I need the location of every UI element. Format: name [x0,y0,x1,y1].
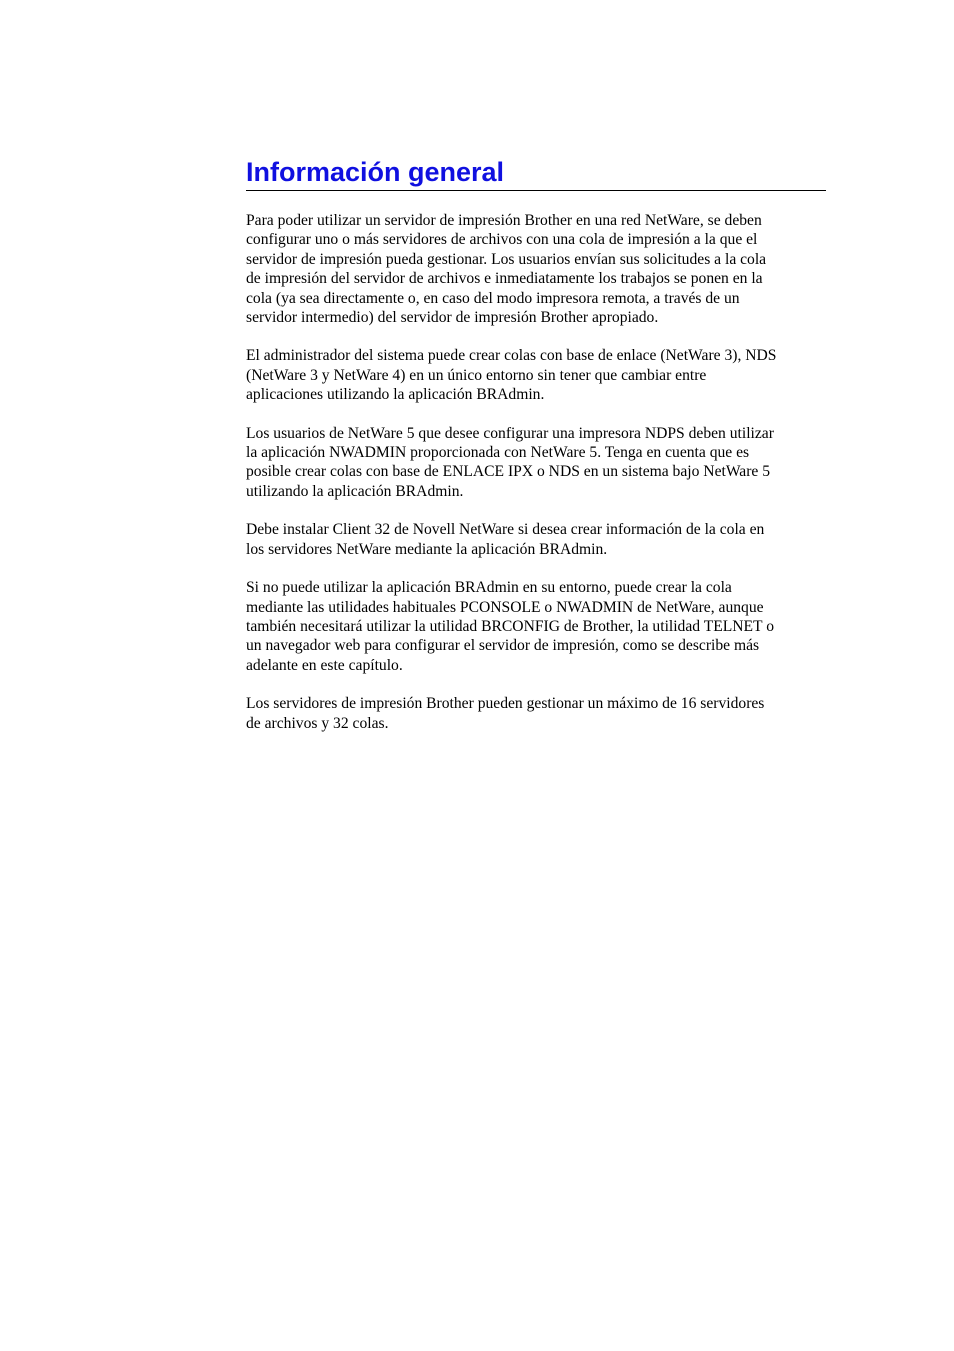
document-content [246,154,826,733]
paragraph-admin-queues: El administrador del sistema puede crear colas con base de enlace (NetWare 3), NDS (NetWare 3 y NetWare 4) en un único entorno sin tener que cambiar entre aplicaciones utilizando la aplicación BRAdmin. [246,347,777,404]
paragraph-netware5-ndps: Los usuarios de NetWare 5 que desee configurar una impresora NDPS deben utilizar la aplicación NWADMIN proporcionada con NetWare 5. Tenga en cuenta que es posible crear colas con base de ENLACE IPX o NDS en un sistema bajo NetWare 5 utilizando la aplicación BRAdmin. [246,424,774,500]
paragraph-limits: Los servidores de impresión Brother pueden gestionar un máximo de 16 servidores de archivos y 32 colas. [246,695,765,732]
paragraph-overview: Para poder utilizar un servidor de impresión Brother en una red NetWare, se deben configurar uno o más servidores de archivos con una cola de impresión a la que el servidor de impresión pueda gestionar. Los usuarios envían sus solicitudes a la cola de impresión del servidor de archivos e inmediatamente los trabajos se ponen en la cola (ya sea directamente o, en caso del modo impresora remota, a través de un servidor intermedio) del servidor de impresión Brother apropiado. [246,212,767,327]
paragraph-client32: Debe instalar Client 32 de Novell NetWare si desea crear información de la cola en los servidores NetWare mediante la aplicación BRAdmin. [246,521,765,558]
paragraph-alternatives: Si no puede utilizar la aplicación BRAdmin en su entorno, puede crear la cola mediante las utilidades habituales PCONSOLE o NWADMIN de NetWare, aunque también necesitará utilizar la utilidad BRCONFIG de Brother, la utilidad TELNET o un navegador web para configurar el servidor de impresión, como se describe más adelante en este capítulo. [246,579,774,674]
page-title: Información general [246,154,826,191]
